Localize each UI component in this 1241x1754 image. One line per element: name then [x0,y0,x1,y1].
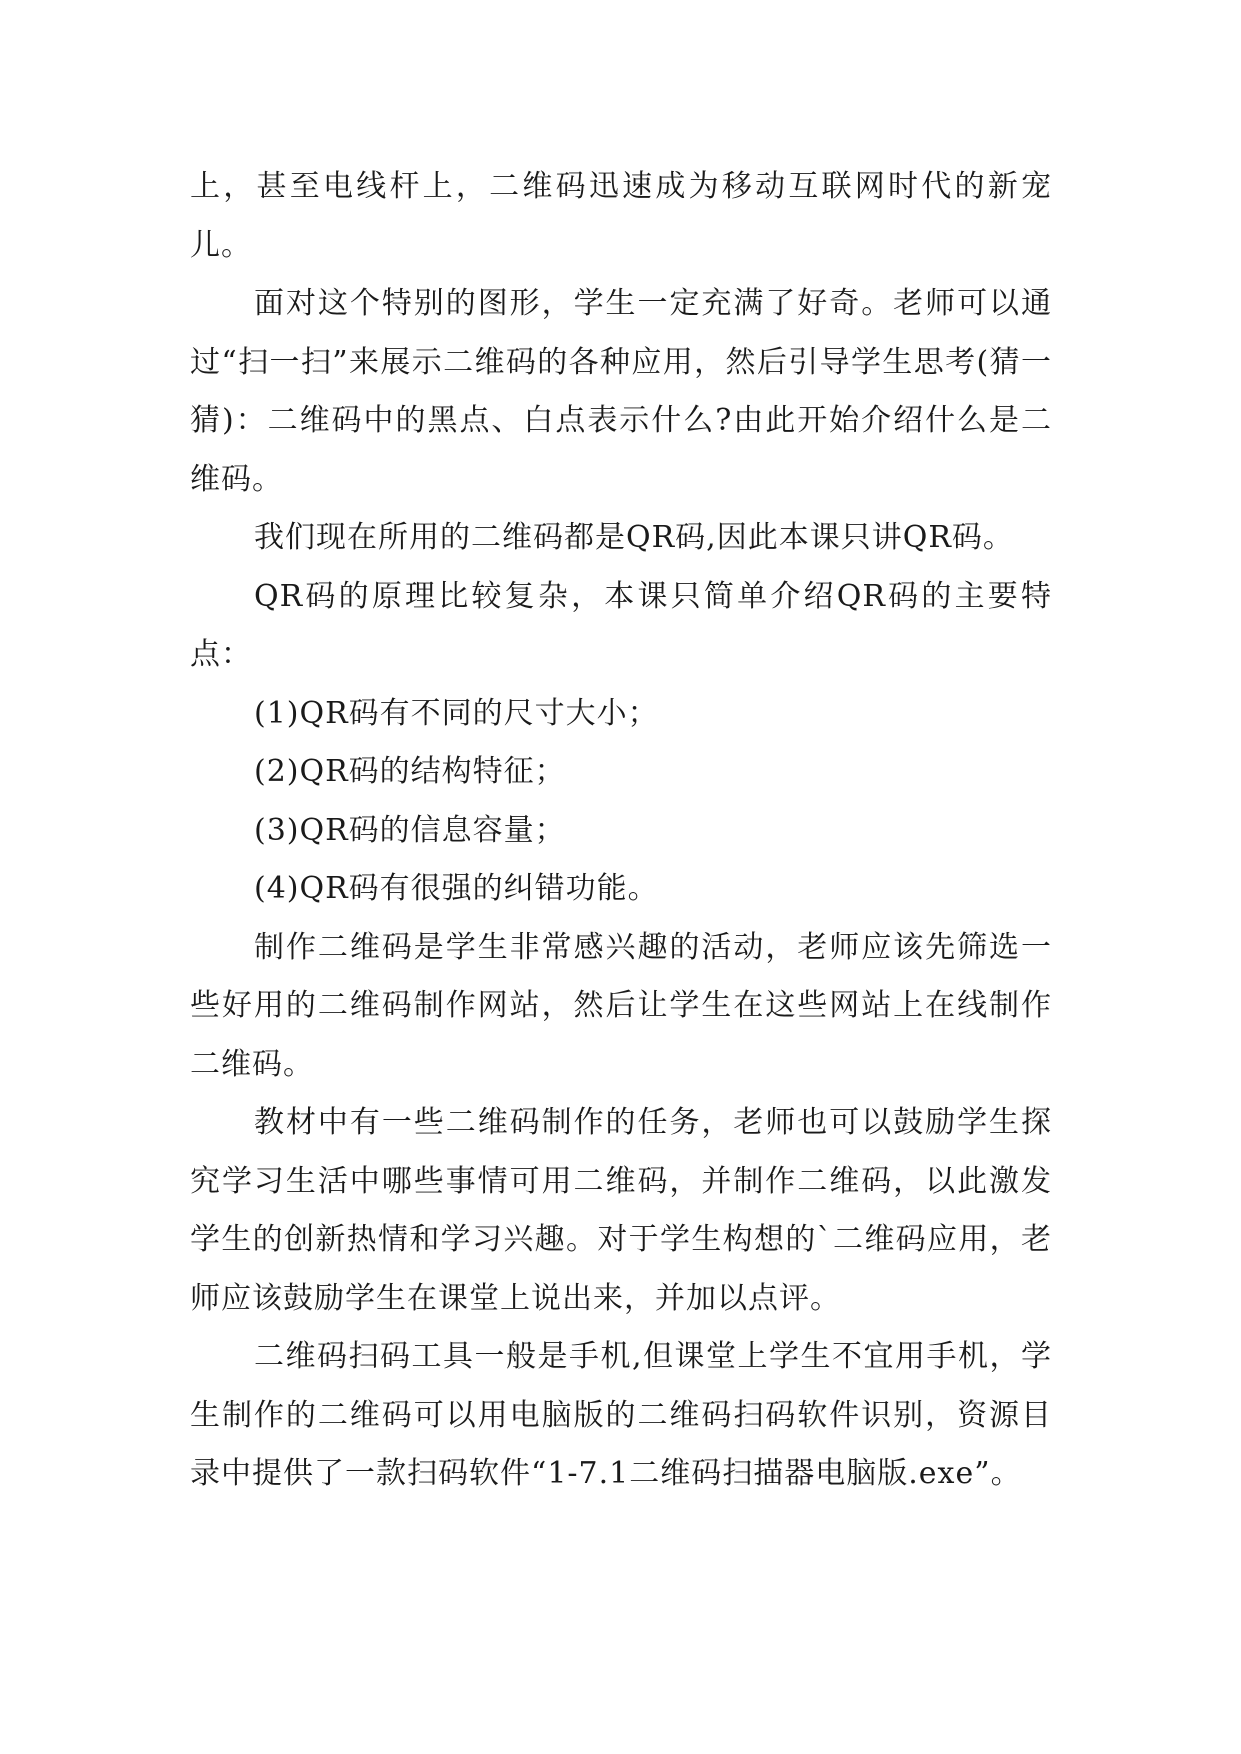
paragraph-2: 面对这个特别的图形，学生一定充满了好奇。老师可以通过“扫一扫”来展示二维码的各种应用，然后引导学生思考(猜一猜)：二维码中的黑点、白点表示什么?由此开始介绍什么是二维码。 [190,286,1052,497]
paragraph-5: 制作二维码是学生非常感兴趣的活动，老师应该先筛选一些好用的二维码制作网站，然后让学生在这些网站上在线制作二维码。 [190,929,1052,1082]
paragraph-3: 我们现在所用的二维码都是QR码,因此本课只讲QR码。 [254,520,1014,555]
paragraph-7: 二维码扫码工具一般是手机,但课堂上学生不宜用手机，学生制作的二维码可以用电脑版的二维码扫码软件识别，资源目录中提供了一款扫码软件“1-7.1二维码扫描器电脑版.exe”。 [190,1339,1052,1491]
list-item-2: (2)QR码的结构特征； [254,754,566,789]
paragraph-4: QR码的原理比较复杂，本课只简单介绍QR码的主要特点： [190,578,1052,672]
paragraph-1: 上，甚至电线杆上，二维码迅速成为移动互联网时代的新宠儿。 [190,169,1052,263]
list-item-4: (4)QR码有很强的纠错功能。 [254,871,659,906]
document-body [190,158,1052,1504]
paragraph-6: 教材中有一些二维码制作的任务，老师也可以鼓励学生探究学习生活中哪些事情可用二维码，并制作二维码，以此激发学生的创新热情和学习兴趣。对于学生构想的`二维码应用，老师应该鼓励学生在课堂上说出来，并加以点评。 [190,1105,1052,1316]
list-item-1: (1)QR码有不同的尺寸大小； [254,695,659,731]
list-item-3: (3)QR码的信息容量； [254,812,566,848]
